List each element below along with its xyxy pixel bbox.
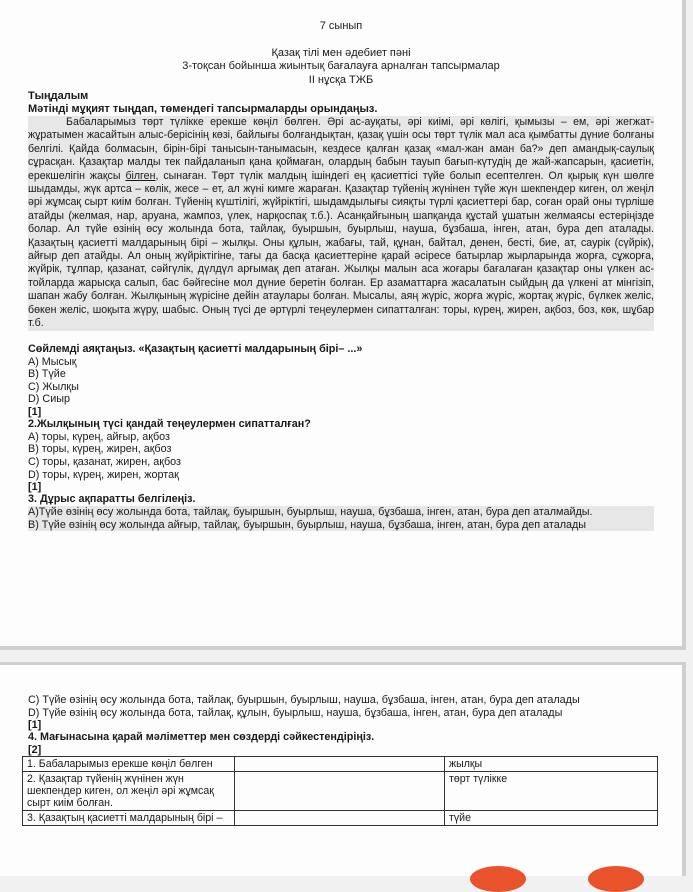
table-cell: 2. Қазақтар түйенің жүнінен жүн шекпендер киген, ол жеңіл әрі жұмсақ сырт киім болған. (23, 772, 235, 811)
table-cell: төрт түлікке (445, 772, 658, 811)
grade-label: 7 сынып (319, 20, 363, 32)
instruction: Мәтінді мұқият тыңдап, төмендегі тапсырмаларды орындаңыз. (28, 103, 378, 115)
table-row (23, 772, 658, 811)
q2-option-c: C) торы, қазанат, жирен, ақбоз (28, 456, 181, 469)
table-cell: 3. Қазақтың қасиетті малдарының бірі – (23, 811, 235, 826)
table-cell[interactable] (235, 772, 445, 811)
matching-table (22, 756, 658, 826)
question-1: Сөйлемді аяқтаңыз. «Қазақтың қасиетті малдарының бірі– ...» (28, 342, 363, 355)
assessment-title: 3-тоқсан бойынша жиынтық бағалауға арналған тапсырмалар (182, 60, 500, 72)
q1-mark: [1] (28, 405, 42, 418)
q2-option-d: D) торы, күрең, жирен, жортақ (28, 468, 179, 481)
q2-mark: [1] (28, 481, 42, 494)
orange-decoration (470, 866, 526, 892)
table-cell: түйе (445, 811, 658, 826)
q4-mark: [2] (28, 744, 42, 757)
q3-mark: [1] (28, 719, 42, 732)
q2-option-a: A) торы, күрең, айғыр, ақбоз (28, 430, 170, 443)
q1-option-c: C) Жылқы (28, 380, 79, 393)
underlined-word: білген (125, 169, 156, 182)
q3-option-d: D) Түйе өзінің өсу жолында бота, тайлақ, құлын, буырлыш, науша, бұзбаша, інген, атан, бура деп аталады (28, 706, 563, 719)
worksheet-page-2 (0, 662, 686, 876)
section-title: Тыңдалым (28, 90, 89, 102)
q1-option-a: A) Мысық (28, 355, 77, 368)
q1-option-d: D) Сиыр (28, 393, 70, 406)
variant-label: ІІ нұсқа ТЖБ (308, 73, 374, 86)
listening-text: Бабаларымыз төрт түлікке ерекше көңіл бөлген. Әрі ас-ауқаты, әрі киімі, әрі көлігі, қымызы – ем, әрі жегжат-жұратымен жасайтын алыс-берісінің көзі, байлығы болғандықтан, қазақ үшін осы төрт түлік мал аса қымбатты дүние болғаны белгілі. Қайда болмасын, бірін-бірі танысын-танымасын, кездесе қалған қазақ «мал-жан аман ба?» деп амандық-саулық сұрасқан. Қазақтар малды тек пайдаланып қана қоймаған, олардың бабын тауып бағып-күтудің де жай-жапсарын, қасиетін, ерекшелігін жақсы білген, сынаған. Төрт түлік малдың ішіндегі ең қасиеттісі түйе болып есептелген. Ол қырық күн шөлге шыдамды, жүк артса – көлік, жесе – ет, ал жүні кимге жараған. Қазақтар түйенің жүнінен түйе жүн шекпендер киген, ол жеңіл әрі жұмсақ сырт киім болған. Түйенің күштілігі, жүйріктігі, шыдамдылығы сияқты түрлі қасиеттері бар, соған орай оны түрліше атайды (желмая, нар, аруана, жампоз, үлек, нарқоспақ т.б.). Асанқайғының шапқанда құстай ұшатын желмаясы естеріңізде болар. Ал түйе өзінің өсу жолында бота, тайлақ, буыршын, буырлыш, науша, бұзбаша, інген, атан, бура деп аталады. Қазақтың қасиетті малдарының бірі – жылқы. Оны құлын, жабағы, тай, құнан, байтал, денен, бесті, бие, ат, саурік (сүйрік), айғыр деп атайды. Ал оның жүйріктігіне, тағы да басқа қасиеттеріне қарай әсіресе батырлар жырларында жорға, сұжорға, жүйрік, тұлпар, қазанат, сәйгүлік, дүлдүл арғымақ деп атаған. Жылқы малын аса жоғары бағалаған қазақтар оны үлкен ас-тойларда жарысқа салып, бас бәйгесіне мол дүние беретін болған. Ер азаматтарға жасалатын сыйдың да үлкені ат мінгізіп, шапан жабу болған. Жылқының жүрісіне дейін атаулары болған. Мысалы, аяң жүріс, жорға жүріс, жортақ жүріс, бүлкек желіс, бөкен желіс, шоқыта жүру, шабыс. Оның түсі де әртүрлі теңеулермен сипатталған: торы, күрең, жирен, ақбоз, боз, көк, шұбар т.б. (28, 116, 654, 330)
subject-title: Қазақ тілі мен әдебиет пәні (271, 46, 411, 59)
orange-decoration (588, 866, 644, 892)
q3-option-b: B) Түйе өзінің өсу жолында айғыр, тайлақ, буыршын, буырлыш, науша, бұзбаша, інген, атан, бура деп аталады (28, 519, 654, 532)
q3-option-c: C) Түйе өзінің өсу жолында бота, тайлақ, буыршын, буырлыш, науша, бұзбаша, інген, атан, бура деп аталады (28, 694, 580, 706)
question-2: 2.Жылқының түсі қандай теңеулермен сипатталған? (28, 417, 311, 430)
q2-option-b: B) торы, күрең, жирен, ақбоз (28, 443, 172, 456)
question-3: 3. Дұрыс ақпаратты белгілеңіз. (28, 493, 196, 506)
q1-option-b: B) Түйе (28, 368, 66, 381)
table-cell[interactable] (235, 811, 445, 826)
table-row (23, 757, 658, 772)
table-row (23, 811, 658, 826)
question-4: 4. Мағынасына қарай мәліметтер мен сөздерді сәйкестендіріңіз. (28, 731, 375, 744)
table-cell[interactable] (235, 757, 445, 772)
table-cell: жылқы (445, 757, 658, 772)
table-cell: 1. Бабаларымыз ерекше көңіл бөлген (23, 757, 235, 772)
q3-option-a: A)Түйе өзінің өсу жолында бота, тайлақ, буыршын, буырлыш, науша, бұзбаша, інген, атан, бура деп аталмайды. (28, 506, 654, 519)
